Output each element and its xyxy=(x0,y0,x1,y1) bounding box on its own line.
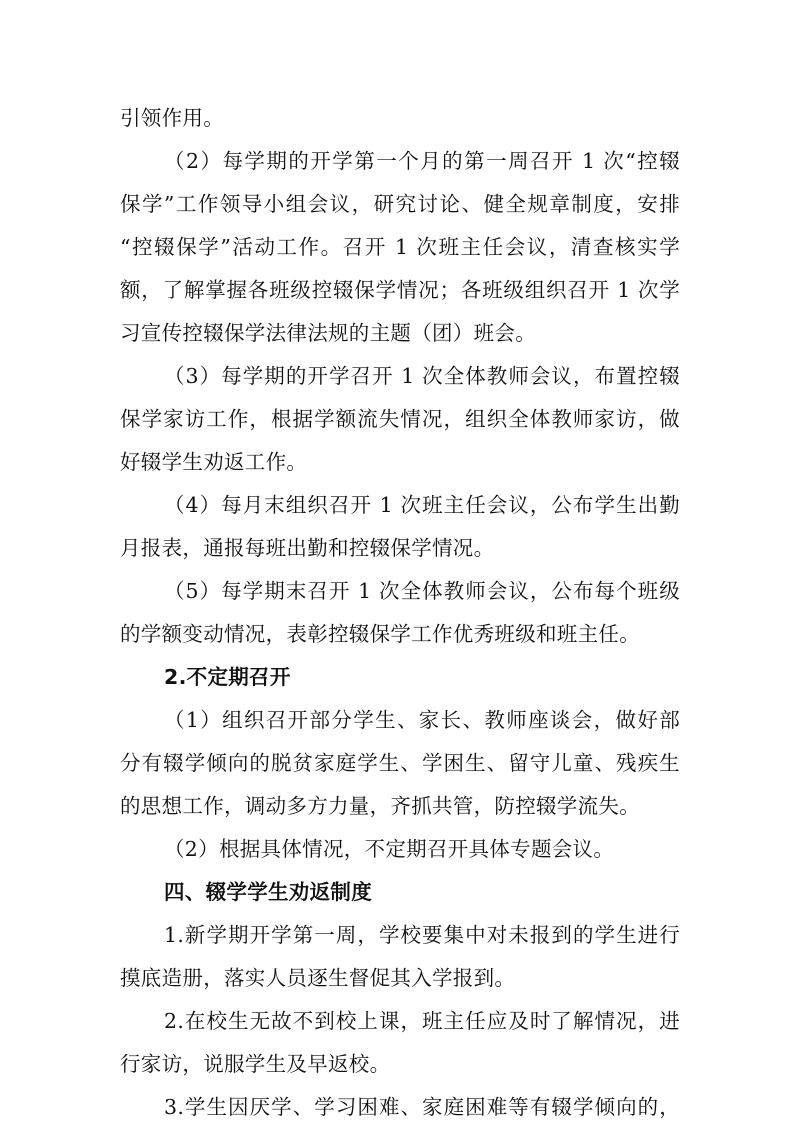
paragraph-line: 1.新学期开学第一周，学校要集中对未报到的学生进行 xyxy=(164,923,680,947)
paragraph-line: 的思想工作，调动多方力量，齐抓共管，防控辍学流失。 xyxy=(120,794,640,818)
paragraph-line: 3.学生因厌学、学习困难、家庭困难等有辍学倾向的， xyxy=(164,1095,680,1119)
paragraph-line: 额，了解掌握各班级控辍保学情况；各班级组织召开 1 次学 xyxy=(120,278,680,302)
paragraph-line: “控辍保学”活动工作。召开 1 次班主任会议，清查核实学 xyxy=(120,235,680,259)
paragraph-line: 保学”工作领导小组会议，研究讨论、健全规章制度，安排 xyxy=(120,192,680,216)
paragraph-line: 分有辍学倾向的脱贫家庭学生、学困生、留守儿童、残疾生 xyxy=(120,751,680,775)
paragraph-line: 习宣传控辍保学法律法规的主题（团）班会。 xyxy=(120,321,536,345)
paragraph-line: 引领作用。 xyxy=(120,106,224,130)
paragraph-line: 摸底造册，落实人员逐生督促其入学报到。 xyxy=(120,966,516,990)
paragraph-line: 月报表，通报每班出勤和控辍保学情况。 xyxy=(120,536,495,560)
paragraph-line: （2）根据具体情况，不定期召开具体专题会议。 xyxy=(164,837,615,861)
paragraph-line: 的学额变动情况，表彰控辍保学工作优秀班级和班主任。 xyxy=(120,622,640,646)
paragraph-line: 好辍学生劝返工作。 xyxy=(120,450,308,474)
paragraph-line: 保学家访工作，根据学额流失情况，组织全体教师家访，做 xyxy=(120,407,680,431)
paragraph-line: （4）每月末组织召开 1 次班主任会议，公布学生出勤 xyxy=(164,493,680,517)
paragraph-line: （1）组织召开部分学生、家长、教师座谈会，做好部 xyxy=(164,708,680,732)
section-heading: 四、辍学学生劝返制度 xyxy=(164,880,372,904)
paragraph-line: 行家访，说服学生及早返校。 xyxy=(120,1052,391,1076)
paragraph-line: （2）每学期的开学第一个月的第一周召开 1 次“控辍 xyxy=(164,149,680,173)
section-heading: 2.不定期召开 xyxy=(164,665,291,689)
paragraph-line: 2.在校生无故不到校上课，班主任应及时了解情况，进 xyxy=(164,1009,680,1033)
paragraph-line: （5）每学期末召开 1 次全体教师会议，公布每个班级 xyxy=(164,579,680,603)
paragraph-line: （3）每学期的开学召开 1 次全体教师会议，布置控辍 xyxy=(164,364,680,388)
